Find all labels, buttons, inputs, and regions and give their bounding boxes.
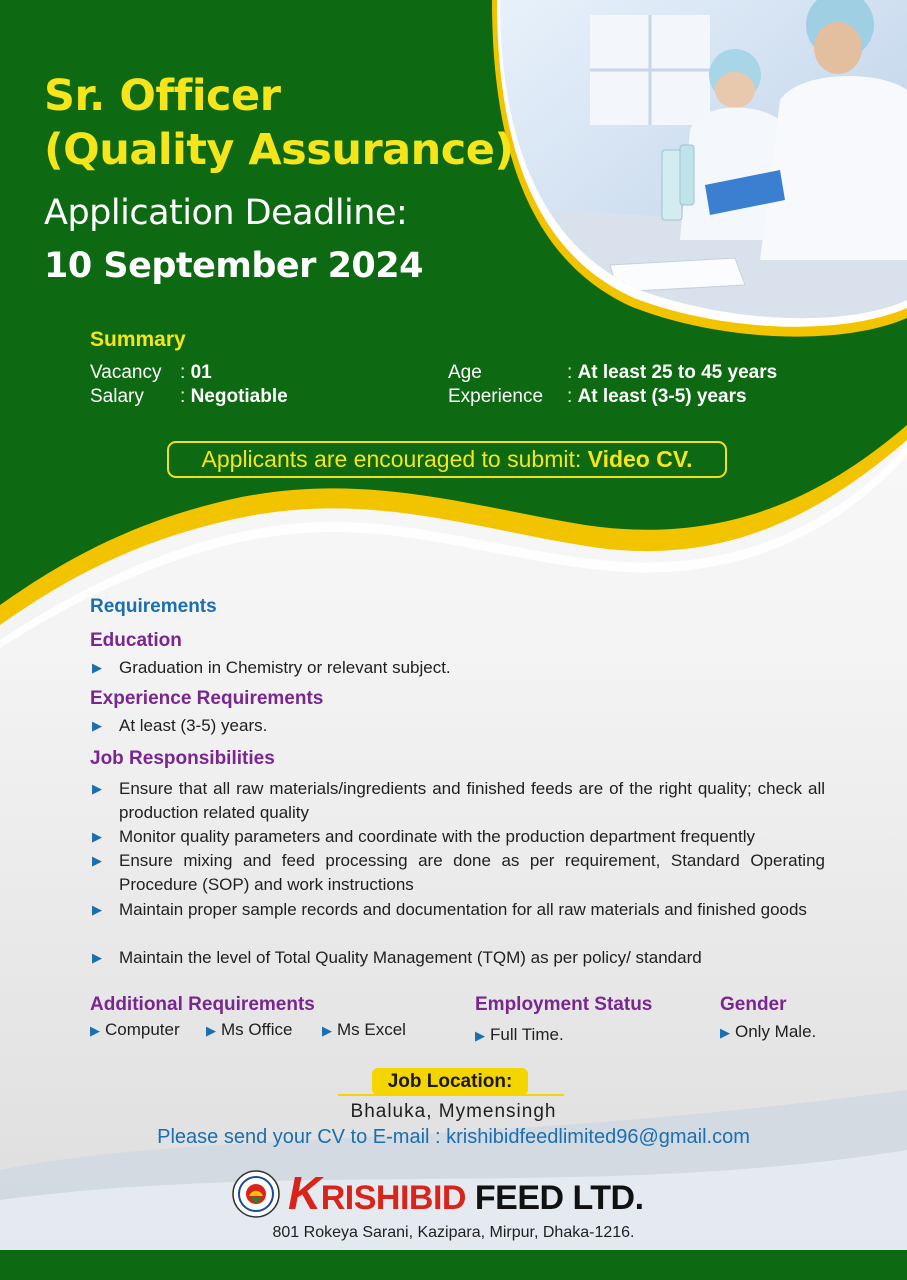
additional-item-computer: ▶ Computer (90, 1020, 180, 1039)
education-heading: Education (90, 630, 182, 651)
deadline-date: 10 September 2024 (44, 246, 423, 286)
responsibilities-heading: Job Responsibilities (90, 748, 275, 769)
requirements-heading: Requirements (90, 596, 217, 617)
vacancy-label: Vacancy (90, 362, 162, 383)
company-name (288, 1166, 644, 1220)
responsibility-item: ▶ Monitor quality parameters and coordinate with the production department frequently (90, 825, 825, 849)
bullet-triangle-icon: ▶ (322, 1023, 332, 1038)
education-item: ▶ Graduation in Chemistry or relevant subject. (90, 656, 825, 680)
video-notice-text: Applicants are encouraged to submit: (201, 446, 582, 472)
bullet-triangle-icon: ▶ (92, 660, 102, 675)
deadline-label: Application Deadline: (44, 193, 408, 233)
bullet-triangle-icon: ▶ (92, 781, 102, 796)
gender-heading: Gender (720, 994, 787, 1015)
responsibility-item: ▶ Maintain proper sample records and documentation for all raw materials and finished goods (90, 898, 825, 922)
gender-value: ▶ Only Male. (720, 1022, 817, 1041)
cv-email-line[interactable]: Please send your CV to E-mail : krishibidfeedlimited96@gmail.com (157, 1126, 750, 1148)
salary-value: : Negotiable (180, 386, 288, 407)
job-title-line1: Sr. Officer (44, 71, 281, 121)
vacancy-value: : 01 (180, 362, 212, 383)
additional-item-excel: ▶ Ms Excel (322, 1020, 406, 1039)
video-cv-notice (167, 441, 727, 478)
bullet-triangle-icon: ▶ (206, 1023, 216, 1038)
brand-name-rest: RISHIBID (320, 1179, 466, 1217)
job-location-label: Job Location: (372, 1068, 528, 1095)
responsibility-item: ▶ Maintain the level of Total Quality Management (TQM) as per policy/ standard (90, 946, 825, 970)
bullet-triangle-icon: ▶ (92, 902, 102, 917)
location-underline (338, 1094, 564, 1096)
age-value: : At least 25 to 45 years (567, 362, 778, 383)
salary-label: Salary (90, 386, 144, 407)
video-notice-highlight: Video CV. (587, 446, 693, 472)
company-seal-icon (232, 1170, 280, 1218)
age-label: Age (448, 362, 482, 383)
employment-heading: Employment Status (475, 994, 653, 1015)
brand-feed-ltd: FEED LTD. (465, 1179, 644, 1217)
bullet-triangle-icon: ▶ (475, 1028, 485, 1043)
footer-bar (0, 1250, 907, 1280)
additional-item-office: ▶ Ms Office (206, 1020, 293, 1039)
experience-label: Experience (448, 386, 544, 407)
employment-value: ▶ Full Time. (475, 1025, 564, 1044)
additional-heading: Additional Requirements (90, 994, 315, 1015)
experience-value: : At least (3-5) years (567, 386, 747, 407)
bullet-triangle-icon: ▶ (92, 950, 102, 965)
brand-initial: K (288, 1167, 321, 1219)
responsibility-item: ▶ Ensure that all raw materials/ingredients and finished feeds are of the right quality; check all production related quality (92, 779, 825, 822)
bullet-triangle-icon: ▶ (720, 1025, 730, 1040)
bullet-triangle-icon: ▶ (92, 829, 102, 844)
experience-item: ▶ At least (3-5) years. (90, 714, 825, 738)
bullet-triangle-icon: ▶ (90, 1023, 100, 1038)
experience-heading: Experience Requirements (90, 688, 324, 709)
bullet-triangle-icon: ▶ (92, 718, 102, 733)
summary-heading: Summary (90, 328, 186, 351)
job-title-line2: (Quality Assurance) (44, 125, 514, 175)
job-location-value: Bhaluka, Mymensingh (350, 1101, 557, 1122)
bullet-triangle-icon: ▶ (92, 853, 102, 868)
company-address: 801 Rokeya Sarani, Kazipara, Mirpur, Dhaka-1216. (272, 1224, 635, 1241)
responsibility-item: ▶ Ensure mixing and feed processing are done as per requirement, Standard Operating Procedure (SOP) and work instructions (92, 851, 825, 894)
